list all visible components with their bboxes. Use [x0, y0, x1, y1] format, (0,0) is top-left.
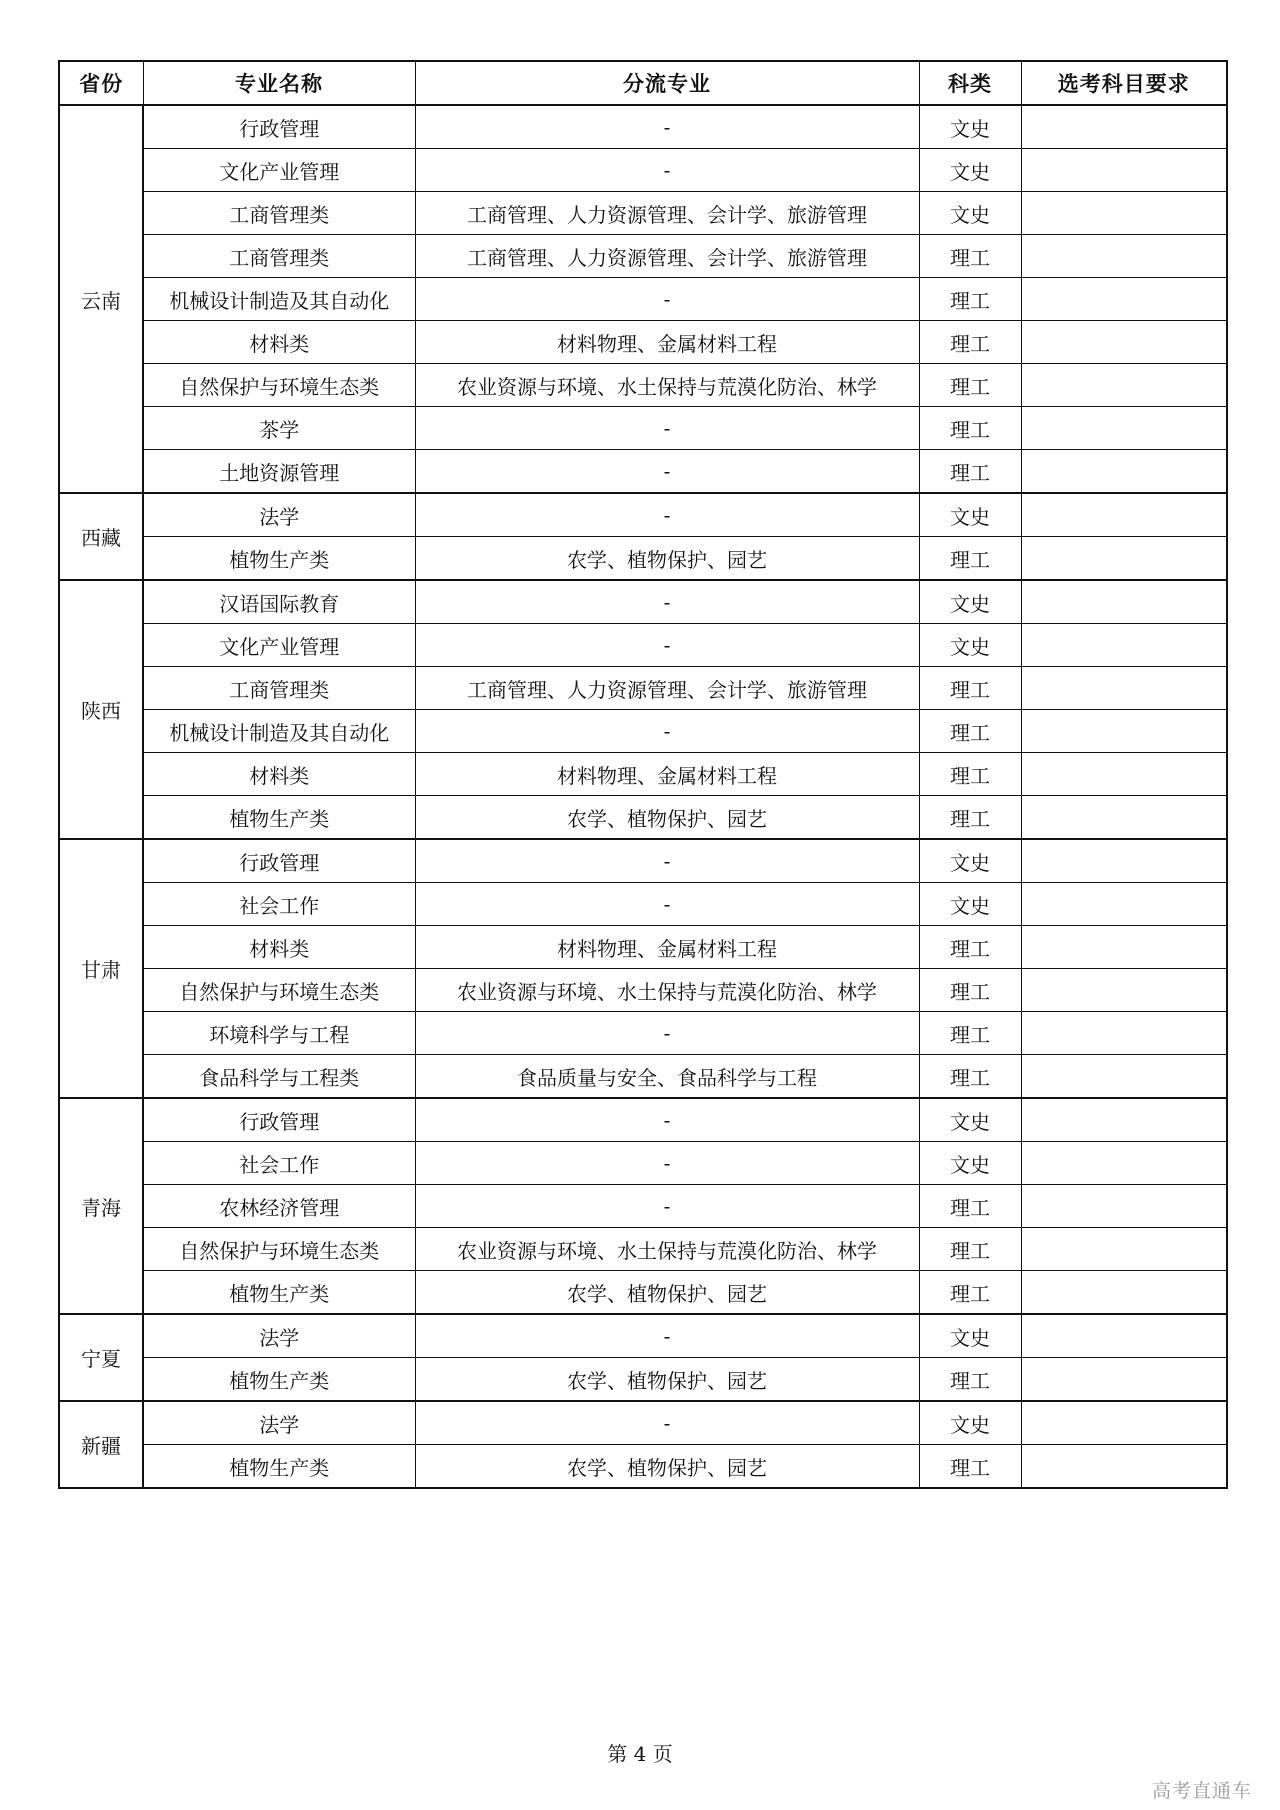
sub-major-cell: 食品质量与安全、食品科学与工程	[415, 1055, 919, 1099]
sub-major-cell: 工商管理、人力资源管理、会计学、旅游管理	[415, 235, 919, 278]
sub-major-cell: -	[415, 580, 919, 624]
table-row	[59, 667, 1227, 710]
sub-major-cell: -	[415, 278, 919, 321]
subject-requirement-cell	[1021, 493, 1227, 537]
category-cell: 文史	[919, 493, 1021, 537]
header-major-name: 专业名称	[143, 61, 415, 105]
sub-major-cell: -	[415, 493, 919, 537]
header-sub-majors: 分流专业	[415, 61, 919, 105]
sub-major-cell: 农学、植物保护、园艺	[415, 796, 919, 840]
sub-major-cell: -	[415, 839, 919, 883]
table-row	[59, 969, 1227, 1012]
subject-requirement-cell	[1021, 278, 1227, 321]
category-cell: 理工	[919, 235, 1021, 278]
sub-major-cell: -	[415, 1314, 919, 1358]
subject-requirement-cell	[1021, 1142, 1227, 1185]
subject-requirement-cell	[1021, 105, 1227, 149]
table-row	[59, 407, 1227, 450]
table-row	[59, 1445, 1227, 1489]
subject-requirement-cell	[1021, 192, 1227, 235]
sub-major-cell: -	[415, 407, 919, 450]
category-cell: 理工	[919, 796, 1021, 840]
major-name-cell: 工商管理类	[143, 192, 415, 235]
category-cell: 理工	[919, 1228, 1021, 1271]
province-cell: 新疆	[59, 1401, 143, 1488]
sub-major-cell: -	[415, 1142, 919, 1185]
table-row	[59, 624, 1227, 667]
sub-major-cell: -	[415, 105, 919, 149]
category-cell: 理工	[919, 450, 1021, 494]
sub-major-cell: -	[415, 450, 919, 494]
major-name-cell: 行政管理	[143, 839, 415, 883]
sub-major-cell: -	[415, 883, 919, 926]
province-cell: 甘肃	[59, 839, 143, 1098]
category-cell: 文史	[919, 624, 1021, 667]
subject-requirement-cell	[1021, 1098, 1227, 1142]
major-name-cell: 文化产业管理	[143, 149, 415, 192]
subject-requirement-cell	[1021, 796, 1227, 840]
major-name-cell: 机械设计制造及其自动化	[143, 710, 415, 753]
table-row	[59, 839, 1227, 883]
subject-requirement-cell	[1021, 1185, 1227, 1228]
subject-requirement-cell	[1021, 1445, 1227, 1489]
subject-requirement-cell	[1021, 1228, 1227, 1271]
sub-major-cell: -	[415, 710, 919, 753]
major-name-cell: 土地资源管理	[143, 450, 415, 494]
category-cell: 理工	[919, 364, 1021, 407]
table-row	[59, 1358, 1227, 1402]
category-cell: 理工	[919, 537, 1021, 581]
major-name-cell: 法学	[143, 1314, 415, 1358]
major-name-cell: 工商管理类	[143, 667, 415, 710]
subject-requirement-cell	[1021, 407, 1227, 450]
subject-requirement-cell	[1021, 1314, 1227, 1358]
table-row	[59, 1314, 1227, 1358]
category-cell: 文史	[919, 192, 1021, 235]
category-cell: 文史	[919, 839, 1021, 883]
major-name-cell: 工商管理类	[143, 235, 415, 278]
subject-requirement-cell	[1021, 667, 1227, 710]
category-cell: 文史	[919, 105, 1021, 149]
subject-requirement-cell	[1021, 624, 1227, 667]
table-row	[59, 1185, 1227, 1228]
subject-requirement-cell	[1021, 926, 1227, 969]
major-name-cell: 植物生产类	[143, 1445, 415, 1489]
subject-requirement-cell	[1021, 969, 1227, 1012]
sub-major-cell: -	[415, 1098, 919, 1142]
major-name-cell: 机械设计制造及其自动化	[143, 278, 415, 321]
category-cell: 理工	[919, 926, 1021, 969]
sub-major-cell: 农业资源与环境、水土保持与荒漠化防治、林学	[415, 364, 919, 407]
major-name-cell: 法学	[143, 1401, 415, 1445]
major-name-cell: 环境科学与工程	[143, 1012, 415, 1055]
table-row	[59, 105, 1227, 149]
table-row	[59, 149, 1227, 192]
major-name-cell: 茶学	[143, 407, 415, 450]
category-cell: 文史	[919, 149, 1021, 192]
header-province: 省份	[59, 61, 143, 105]
category-cell: 理工	[919, 1055, 1021, 1099]
subject-requirement-cell	[1021, 537, 1227, 581]
page-number: 第 4 页	[607, 1742, 673, 1766]
sub-major-cell: -	[415, 1401, 919, 1445]
province-cell: 青海	[59, 1098, 143, 1314]
header-subject-requirements: 选考科目要求	[1021, 61, 1227, 105]
province-cell: 西藏	[59, 493, 143, 580]
table-row	[59, 796, 1227, 840]
table-row	[59, 926, 1227, 969]
major-table	[58, 60, 1228, 1489]
category-cell: 理工	[919, 753, 1021, 796]
table-row	[59, 321, 1227, 364]
subject-requirement-cell	[1021, 1012, 1227, 1055]
subject-requirement-cell	[1021, 1358, 1227, 1402]
province-cell: 云南	[59, 105, 143, 493]
table-row	[59, 710, 1227, 753]
subject-requirement-cell	[1021, 321, 1227, 364]
subject-requirement-cell	[1021, 1271, 1227, 1315]
major-name-cell: 植物生产类	[143, 1271, 415, 1315]
category-cell: 文史	[919, 580, 1021, 624]
major-name-cell: 食品科学与工程类	[143, 1055, 415, 1099]
subject-requirement-cell	[1021, 839, 1227, 883]
category-cell: 文史	[919, 1314, 1021, 1358]
major-name-cell: 自然保护与环境生态类	[143, 969, 415, 1012]
major-name-cell: 农林经济管理	[143, 1185, 415, 1228]
category-cell: 文史	[919, 1142, 1021, 1185]
subject-requirement-cell	[1021, 883, 1227, 926]
table-row	[59, 580, 1227, 624]
major-name-cell: 行政管理	[143, 105, 415, 149]
category-cell: 理工	[919, 1358, 1021, 1402]
major-name-cell: 社会工作	[143, 1142, 415, 1185]
major-name-cell: 社会工作	[143, 883, 415, 926]
sub-major-cell: -	[415, 149, 919, 192]
major-name-cell: 材料类	[143, 926, 415, 969]
sub-major-cell: 农学、植物保护、园艺	[415, 1271, 919, 1315]
major-name-cell: 文化产业管理	[143, 624, 415, 667]
major-name-cell: 行政管理	[143, 1098, 415, 1142]
category-cell: 文史	[919, 1401, 1021, 1445]
sub-major-cell: 农业资源与环境、水土保持与荒漠化防治、林学	[415, 1228, 919, 1271]
sub-major-cell: -	[415, 1185, 919, 1228]
table-row	[59, 753, 1227, 796]
table-row	[59, 537, 1227, 581]
subject-requirement-cell	[1021, 235, 1227, 278]
sub-major-cell: 材料物理、金属材料工程	[415, 321, 919, 364]
subject-requirement-cell	[1021, 450, 1227, 494]
sub-major-cell: 农业资源与环境、水土保持与荒漠化防治、林学	[415, 969, 919, 1012]
sub-major-cell: 农学、植物保护、园艺	[415, 1358, 919, 1402]
table-row	[59, 192, 1227, 235]
category-cell: 文史	[919, 1098, 1021, 1142]
category-cell: 理工	[919, 1445, 1021, 1489]
major-name-cell: 自然保护与环境生态类	[143, 364, 415, 407]
sub-major-cell: -	[415, 624, 919, 667]
category-cell: 理工	[919, 667, 1021, 710]
sub-major-cell: 工商管理、人力资源管理、会计学、旅游管理	[415, 667, 919, 710]
major-name-cell: 材料类	[143, 321, 415, 364]
sub-major-cell: 工商管理、人力资源管理、会计学、旅游管理	[415, 192, 919, 235]
table-row	[59, 1055, 1227, 1099]
category-cell: 理工	[919, 1185, 1021, 1228]
table-header-row	[59, 61, 1227, 105]
sub-major-cell: 农学、植物保护、园艺	[415, 537, 919, 581]
subject-requirement-cell	[1021, 753, 1227, 796]
category-cell: 理工	[919, 710, 1021, 753]
sub-major-cell: 材料物理、金属材料工程	[415, 926, 919, 969]
table-row	[59, 364, 1227, 407]
subject-requirement-cell	[1021, 364, 1227, 407]
table-row	[59, 1271, 1227, 1315]
sub-major-cell: 农学、植物保护、园艺	[415, 1445, 919, 1489]
table-row	[59, 1228, 1227, 1271]
major-name-cell: 植物生产类	[143, 537, 415, 581]
category-cell: 理工	[919, 1012, 1021, 1055]
major-name-cell: 法学	[143, 493, 415, 537]
subject-requirement-cell	[1021, 710, 1227, 753]
subject-requirement-cell	[1021, 580, 1227, 624]
major-name-cell: 材料类	[143, 753, 415, 796]
major-name-cell: 汉语国际教育	[143, 580, 415, 624]
category-cell: 理工	[919, 407, 1021, 450]
major-name-cell: 植物生产类	[143, 1358, 415, 1402]
table-row	[59, 493, 1227, 537]
table-row	[59, 1098, 1227, 1142]
table-row	[59, 1142, 1227, 1185]
category-cell: 理工	[919, 969, 1021, 1012]
category-cell: 理工	[919, 321, 1021, 364]
watermark: 高考直通车	[1151, 1780, 1252, 1802]
table-row	[59, 1401, 1227, 1445]
subject-requirement-cell	[1021, 1055, 1227, 1099]
subject-requirement-cell	[1021, 149, 1227, 192]
category-cell: 文史	[919, 883, 1021, 926]
province-cell: 陕西	[59, 580, 143, 839]
province-cell: 宁夏	[59, 1314, 143, 1401]
table-row	[59, 883, 1227, 926]
category-cell: 理工	[919, 278, 1021, 321]
subject-requirement-cell	[1021, 1401, 1227, 1445]
header-category: 科类	[919, 61, 1021, 105]
table-row	[59, 450, 1227, 494]
sub-major-cell: -	[415, 1012, 919, 1055]
major-name-cell: 植物生产类	[143, 796, 415, 840]
table-row	[59, 235, 1227, 278]
major-name-cell: 自然保护与环境生态类	[143, 1228, 415, 1271]
table-row	[59, 278, 1227, 321]
table-row	[59, 1012, 1227, 1055]
category-cell: 理工	[919, 1271, 1021, 1315]
sub-major-cell: 材料物理、金属材料工程	[415, 753, 919, 796]
